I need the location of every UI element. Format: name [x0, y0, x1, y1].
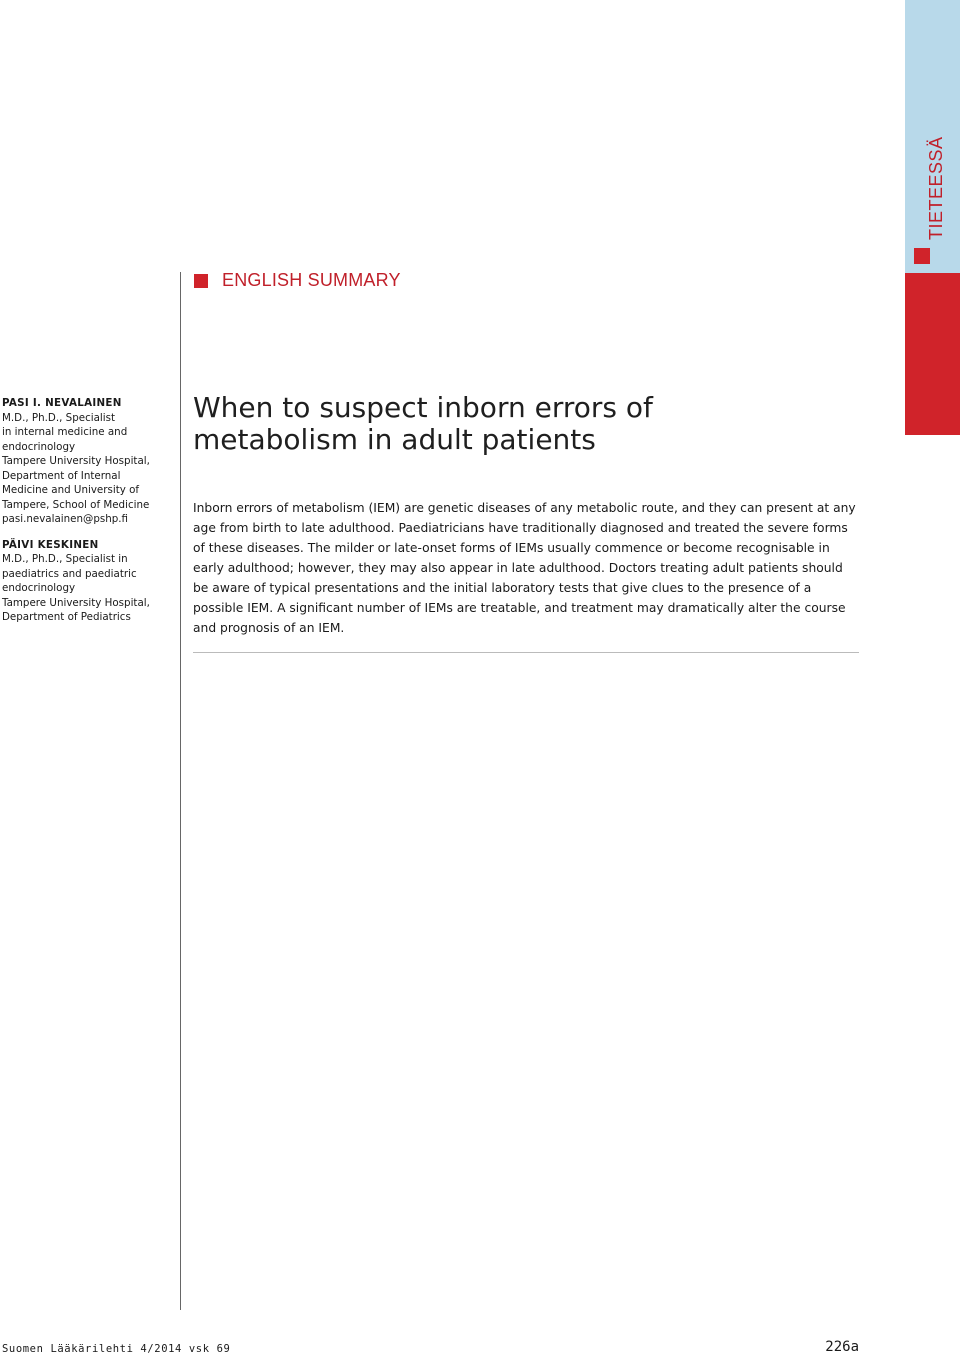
- author-line: endocrinology: [2, 582, 76, 594]
- column-divider: [180, 272, 181, 1310]
- journal-citation: Suomen Lääkärilehti 4/2014 vsk 69: [2, 1343, 231, 1355]
- author-line: M.D., Ph.D., Specialist: [2, 411, 116, 424]
- author-line: in internal medicine and: [2, 426, 128, 438]
- author-email[interactable]: pasi.nevalainen@pshp.fi: [2, 513, 129, 525]
- author-line: Medicine and University of: [2, 484, 140, 496]
- section-square-icon: [194, 274, 208, 288]
- authors-column: [2, 396, 172, 636]
- author-line: Department of Pediatrics: [2, 611, 131, 623]
- article-abstract: Inborn errors of metabolism (IEM) are genetic diseases of any metabolic route, and they can present at any age from birth to late adulthood. Paediatricians have traditionally diagnosed and treated the severe forms of these diseases. The milder or late-onset forms of IEMs usually commence or become recognisable in early adulthood; however, they may also appear in late adulthood. Doctors treating adult patients should be aware of typical presentations and the initial laboratory tests that give clues to the presence of a possible IEM. A significant number of IEMs are treatable, and treatment may dramatically alter the course and prognosis of an IEM.: [193, 501, 856, 635]
- side-tab-label-group: [906, 120, 946, 270]
- author-line: M.D., Ph.D., Specialist in: [2, 553, 128, 565]
- author-line: Tampere University Hospital,: [2, 455, 150, 467]
- author-line: Tampere University Hospital,: [2, 596, 150, 609]
- author-name: PÄIVI KESKINEN: [2, 538, 99, 551]
- author-line: Department of Internal: [2, 469, 121, 482]
- abstract-divider: [193, 652, 859, 653]
- author-block: [2, 396, 172, 527]
- article-title-line: metabolism in adult patients: [193, 423, 596, 456]
- article-title-line: When to suspect inborn errors of: [193, 391, 653, 424]
- side-tab-label: TIETEESSÄ: [926, 136, 946, 240]
- section-title: ENGLISH SUMMARY: [222, 270, 401, 290]
- author-name: PASI I. NEVALAINEN: [2, 397, 122, 409]
- author-line: endocrinology: [2, 440, 76, 453]
- page-number: 226a: [825, 1339, 859, 1355]
- side-tab-square-icon: [914, 248, 930, 264]
- side-tab-bottom: [905, 273, 960, 435]
- author-block: [2, 538, 172, 625]
- article-title: [193, 392, 853, 456]
- author-line: paediatrics and paediatric: [2, 567, 137, 580]
- author-line: Tampere, School of Medicine: [2, 498, 150, 511]
